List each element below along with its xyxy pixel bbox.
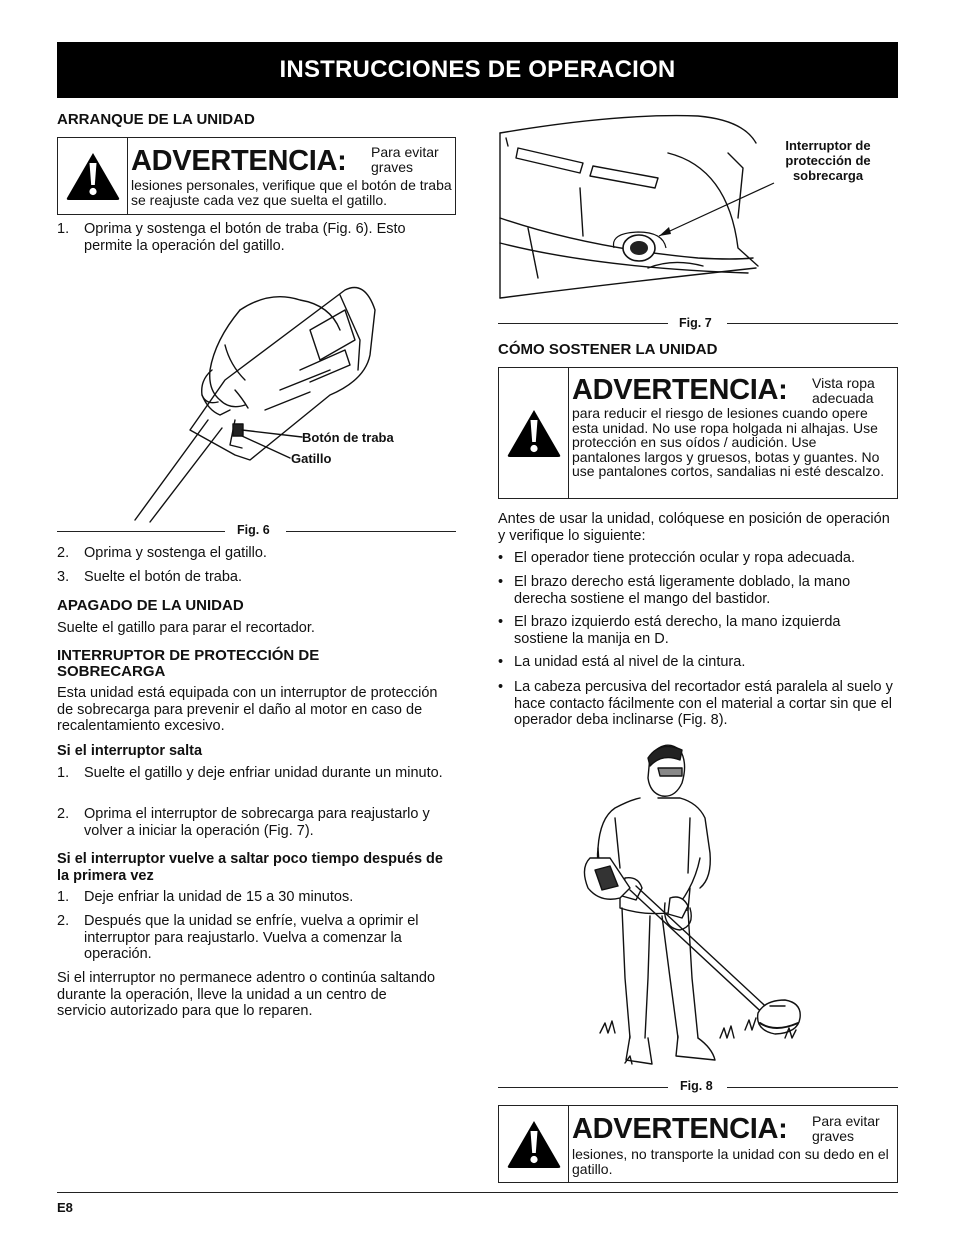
- list-number: 2.: [57, 806, 70, 822]
- warning-triangle-icon: [506, 1119, 562, 1169]
- warning-triangle-icon: [506, 408, 562, 458]
- fig8-rule-right: [727, 1087, 898, 1088]
- warning-word: ADVERTENCIA:: [572, 374, 788, 406]
- list-item: [57, 765, 456, 799]
- fig7-rule-right: [727, 323, 898, 324]
- list-text: Oprima y sostenga el botón de traba (Fig. 6). Esto permite la operación del gatillo.: [84, 221, 406, 254]
- bullet-symbol: •: [498, 614, 504, 630]
- paragraph: Antes de usar la unidad, colóquese en posición de operación y verifique lo siguiente:: [498, 511, 890, 544]
- fig8-caption: Fig. 8: [680, 1079, 713, 1093]
- paragraph: Suelte el gatillo para parar el recortador.: [57, 620, 315, 636]
- list-text: Después que la unidad se enfríe, vuelva a oprimir el interruptor para reajustarlo. Vuelva a comenzar la operación.: [84, 913, 419, 962]
- list-text: Oprima y sostenga el gatillo.: [84, 545, 267, 561]
- list-text: Suelte el botón de traba.: [84, 569, 243, 585]
- page-header: INSTRUCCIONES DE OPERACION: [57, 42, 898, 98]
- subheading: Si el interruptor salta: [57, 743, 203, 759]
- list-item: [57, 806, 456, 840]
- warning-side-text: Para evitar graves: [371, 144, 439, 175]
- section-title-arranque: ARRANQUE DE LA UNIDAD: [57, 111, 255, 128]
- warning-triangle-icon: [65, 151, 121, 201]
- paragraph: Si el interruptor no permanece adentro o continúa saltando durante la operación, lleve la unidad a un centro de servicio autorizado para que lo reparen.: [57, 970, 436, 1019]
- fig7-caption: Fig. 7: [679, 316, 712, 330]
- bullet-symbol: •: [498, 550, 504, 566]
- list-text: Oprima el interruptor de sobrecarga para reajustarlo y volver a iniciar la operación (Fig. 7).: [84, 806, 430, 839]
- paragraph: Esta unidad está equipada con un interruptor de protección de sobrecarga para prevenir el daño al motor en caso de recalentamiento excesivo.: [57, 685, 438, 734]
- warning-box-transport: [498, 1105, 898, 1183]
- list-item: [57, 889, 456, 906]
- warning-word: ADVERTENCIA:: [572, 1113, 788, 1145]
- list-number: 1.: [57, 889, 70, 905]
- list-number: 2.: [57, 913, 70, 929]
- bullet-item: [498, 654, 898, 671]
- section-title-interruptor: INTERRUPTOR DE PROTECCIÓN DE SOBRECARGA: [57, 647, 320, 680]
- warning-body-text: lesiones personales, verifique que el botón de traba se reajuste cada vez que suelta el gatillo.: [131, 177, 452, 208]
- list-item: [57, 221, 456, 255]
- bullet-item: [498, 574, 898, 608]
- warning-icon-cell: [499, 1106, 569, 1182]
- subheading: Si el interruptor vuelve a saltar poco tiempo después de la primera vez: [57, 851, 443, 884]
- fig6-rule-left: [57, 531, 225, 532]
- bullet-symbol: •: [498, 654, 504, 670]
- warning-icon-cell: [58, 138, 128, 214]
- bullet-text: El brazo derecho está ligeramente doblado, la mano derecha sostiene el mango del bastidor.: [514, 574, 851, 607]
- fig6-caption: Fig. 6: [237, 523, 270, 537]
- list-number: 2.: [57, 545, 70, 561]
- fig6-trimmer-hand-illustration: [130, 270, 430, 525]
- list-number: 3.: [57, 569, 70, 585]
- bullet-text: El brazo izquierdo está derecho, la mano izquierda sostiene la manija en D.: [514, 614, 841, 647]
- bullet-item: [498, 550, 898, 567]
- fig7-rule-left: [498, 323, 668, 324]
- warning-box-clothing: [498, 367, 898, 499]
- fig6-label-gatillo: Gatillo: [291, 451, 332, 466]
- warning-body-text: lesiones, no transporte la unidad con su dedo en el gatillo.: [572, 1146, 889, 1177]
- bullet-text: La cabeza percusiva del recortador está paralela al suelo y hace contacto fácilmente con el material a cortar sin que el operador deba inclinarse (Fig. 8).: [514, 679, 893, 728]
- warning-word: ADVERTENCIA:: [131, 145, 347, 177]
- warning-side-text: Para evitar graves: [812, 1113, 880, 1144]
- fig7-label: Interruptor de protección de sobrecarga: [785, 138, 871, 183]
- warning-icon-cell: [499, 368, 569, 498]
- list-number: 1.: [57, 221, 70, 237]
- list-item: [57, 913, 456, 963]
- bullet-symbol: •: [498, 574, 504, 590]
- bullet-text: La unidad está al nivel de la cintura.: [514, 654, 746, 670]
- list-item: [57, 569, 456, 586]
- list-text: Suelte el gatillo y deje enfriar unidad durante un minuto.: [84, 765, 443, 781]
- footer-rule: [57, 1192, 898, 1193]
- fig8-operator-illustration: [570, 738, 830, 1073]
- page-number: E8: [57, 1200, 73, 1215]
- bullet-symbol: •: [498, 679, 504, 695]
- fig8-rule-left: [498, 1087, 668, 1088]
- fig7-motor-housing-illustration: [498, 108, 798, 313]
- section-title-apagado: APAGADO DE LA UNIDAD: [57, 597, 244, 614]
- warning-side-text: Vista ropa adecuada: [812, 375, 875, 406]
- list-number: 1.: [57, 765, 70, 781]
- bullet-text: El operador tiene protección ocular y ropa adecuada.: [514, 550, 855, 566]
- fig6-label-boton: Botón de traba: [302, 430, 394, 445]
- fig6-rule-right: [286, 531, 456, 532]
- bullet-item: [498, 679, 898, 729]
- section-title-sostener: CÓMO SOSTENER LA UNIDAD: [498, 341, 718, 358]
- warning-body-text: para reducir el riesgo de lesiones cuando opere esta unidad. No use ropa holgada ni alhajas. Use protección en sus oídos / audición. Use pantalones largos y gruesos, botas y guantes. No use pantalones cortos, sandalias ni esté descalzo.: [572, 405, 885, 479]
- list-item: [57, 545, 456, 562]
- list-text: Deje enfriar la unidad de 15 a 30 minutos.: [84, 889, 354, 905]
- bullet-item: [498, 614, 898, 648]
- warning-box-lock: [57, 137, 456, 215]
